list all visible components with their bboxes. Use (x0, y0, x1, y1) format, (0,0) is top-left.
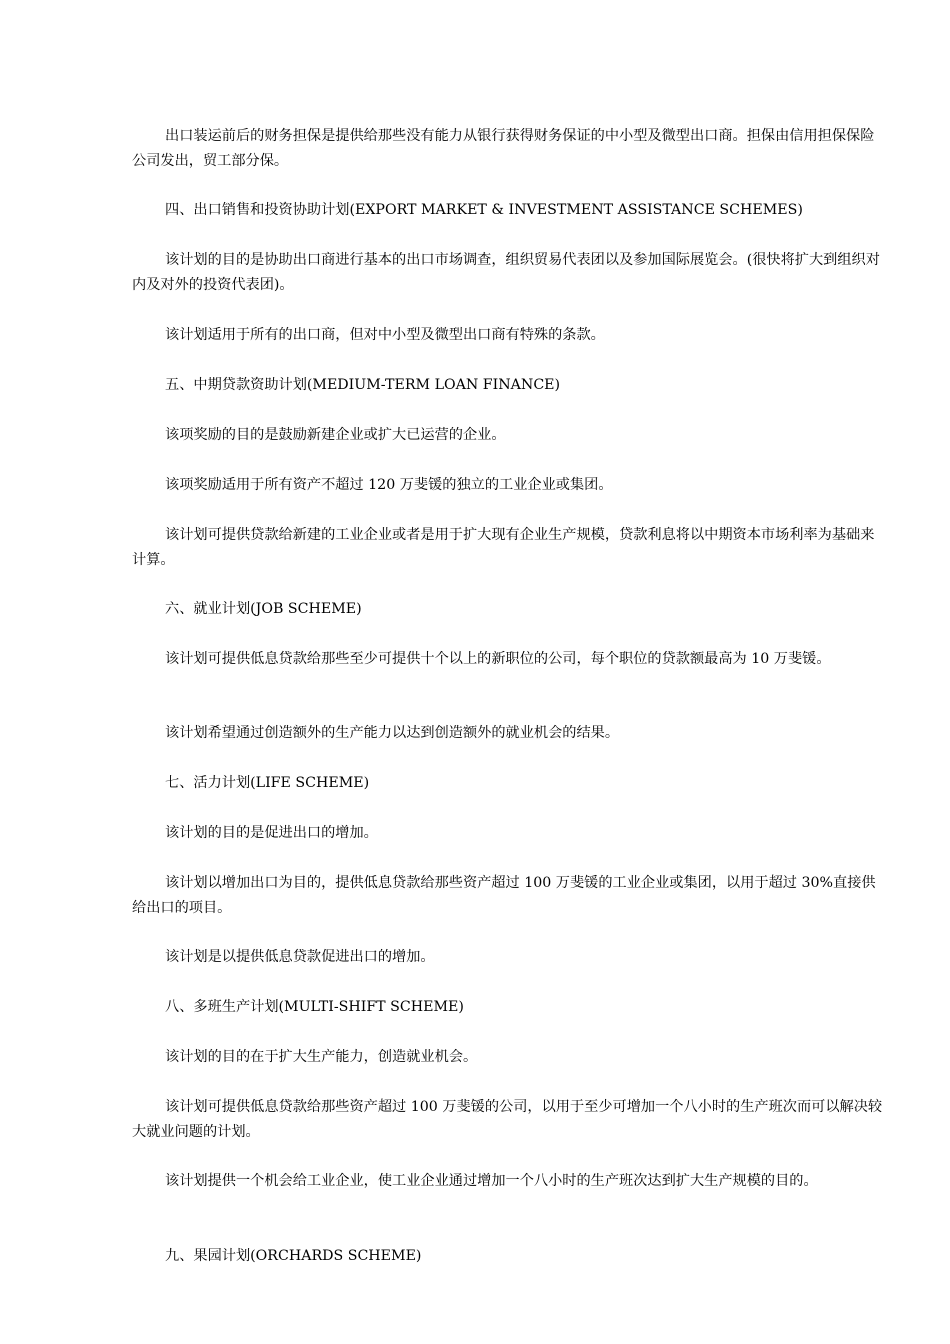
paragraph-medium-term-scope: 该项奖励适用于所有资产不超过 120 万斐锾的独立的工业企业或集团。 (165, 477, 613, 493)
heading-multi-shift-scheme: 八、多班生产计划(MULTI-SHIFT SCHEME) (165, 999, 464, 1015)
paragraph-job-scheme-goal: 该计划希望通过创造额外的生产能力以达到创造额外的就业机会的结果。 (165, 725, 620, 741)
paragraph-export-guarantee: 出口装运前后的财务担保是提供给那些没有能力从银行获得财务保证的中小型及微型出口商。担保由信用担保保险公司发出，贸工部分保。 (132, 128, 875, 169)
paragraph-medium-term-purpose: 该项奖励的目的是鼓励新建企业或扩大已运营的企业。 (165, 427, 506, 443)
heading-life-scheme: 七、活力计划(LIFE SCHEME) (165, 775, 370, 791)
heading-export-market-scheme: 四、出口销售和投资协助计划(EXPORT MARKET & INVESTMENT ASSISTANCE SCHEMES) (165, 202, 803, 218)
paragraph-export-market-scope: 该计划适用于所有的出口商，但对中小型及微型出口商有特殊的条款。 (165, 327, 605, 343)
paragraph-life-scheme-summary: 该计划是以提供低息贷款促进出口的增加。 (165, 949, 435, 965)
paragraph-multi-shift-detail: 该计划可提供低息贷款给那些资产超过 100 万斐锾的公司，以用于至少可增加一个八小时的生产班次而可以解决较大就业问题的计划。 (132, 1099, 883, 1140)
heading-orchards-scheme: 九、果园计划(ORCHARDS SCHEME) (165, 1248, 422, 1264)
paragraph-multi-shift-purpose: 该计划的目的在于扩大生产能力，创造就业机会。 (165, 1049, 478, 1065)
paragraph-multi-shift-summary: 该计划提供一个机会给工业企业，使工业企业通过增加一个八小时的生产班次达到扩大生产规模的目的。 (165, 1173, 818, 1189)
paragraph-life-scheme-purpose: 该计划的目的是促进出口的增加。 (165, 825, 378, 841)
paragraph-job-scheme-detail: 该计划可提供低息贷款给那些至少可提供十个以上的新职位的公司，每个职位的贷款额最高为 10 万斐锾。 (165, 651, 831, 667)
paragraph-life-scheme-detail: 该计划以增加出口为目的，提供低息贷款给那些资产超过 100 万斐锾的工业企业或集团，以用于超过 30%直接供给出口的项目。 (132, 875, 876, 916)
heading-medium-term-loan: 五、中期贷款资助计划(MEDIUM-TERM LOAN FINANCE) (165, 377, 561, 393)
heading-job-scheme: 六、就业计划(JOB SCHEME) (165, 601, 362, 617)
paragraph-export-market-purpose: 该计划的目的是协助出口商进行基本的出口市场调查，组织贸易代表团以及参加国际展览会。(很快将扩大到组织对内及对外的投资代表团)。 (132, 252, 880, 293)
paragraph-medium-term-detail: 该计划可提供贷款给新建的工业企业或者是用于扩大现有企业生产规模，贷款利息将以中期资本市场利率为基础来计算。 (132, 527, 875, 568)
